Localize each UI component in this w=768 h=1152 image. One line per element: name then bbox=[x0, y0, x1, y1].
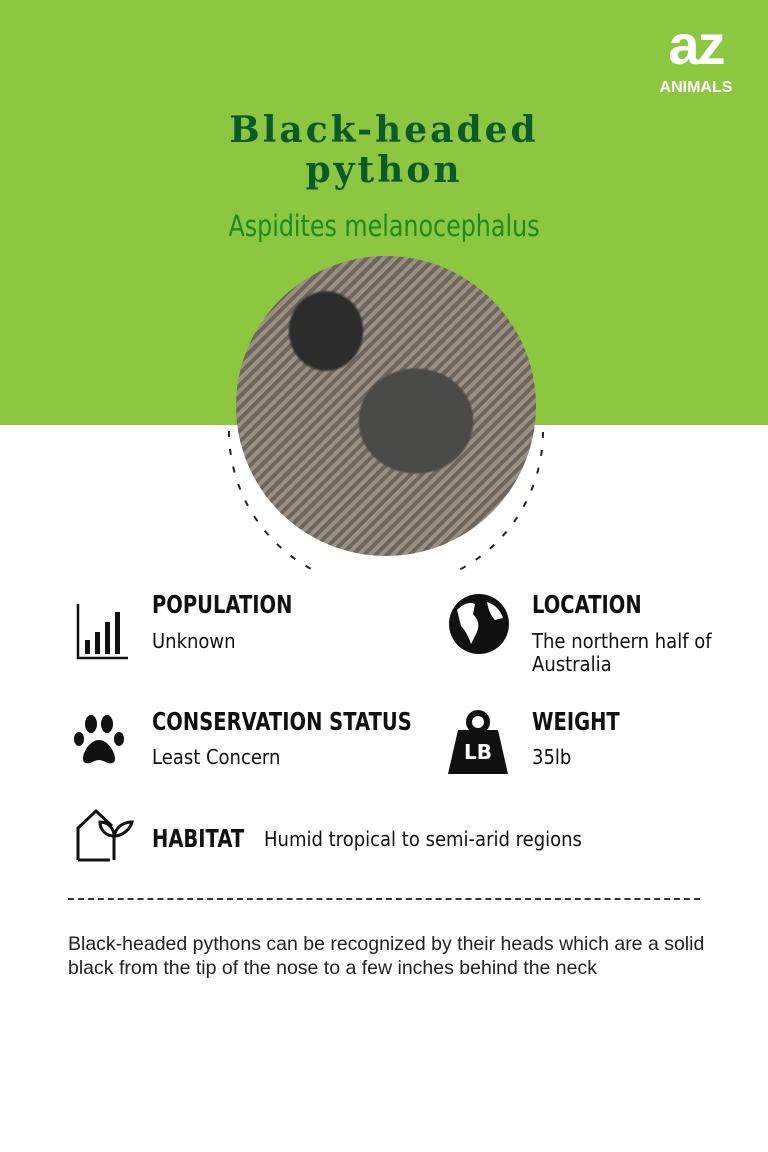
fact-label: CONSERVATION STATUS bbox=[152, 707, 412, 736]
fact-value: Unknown bbox=[152, 629, 236, 653]
paw-icon bbox=[72, 712, 126, 768]
description: Black-headed pythons can be recognized by their heads which are a solid black from the tip of the nose to a few inches behind the neck bbox=[68, 933, 705, 979]
fact-label: HABITAT bbox=[152, 824, 245, 853]
snake-photo bbox=[236, 256, 536, 556]
fact-value: 35lb bbox=[532, 745, 572, 769]
fact-conservation-status bbox=[152, 707, 485, 769]
logo-sub: ANIMALS bbox=[659, 79, 733, 96]
weight-icon-label: LB bbox=[464, 740, 492, 764]
page-title: Black-headed python bbox=[229, 109, 539, 191]
fact-label: LOCATION bbox=[532, 590, 642, 619]
fact-value: Humid tropical to semi-arid regions bbox=[264, 826, 582, 851]
fact-label: WEIGHT bbox=[532, 707, 620, 736]
dashed-divider bbox=[68, 898, 700, 900]
az-animals-logo bbox=[640, 14, 752, 98]
fact-value: Least Concern bbox=[152, 745, 281, 769]
fact-label: POPULATION bbox=[152, 590, 293, 619]
bar-chart-icon bbox=[76, 602, 130, 660]
fact-habitat bbox=[152, 824, 617, 854]
fact-value: The northern half of Australia bbox=[532, 629, 712, 676]
scientific-name: Aspidites melanocephalus bbox=[228, 209, 540, 243]
weight-icon bbox=[446, 710, 510, 776]
fact-population bbox=[152, 590, 332, 653]
logo-main: az bbox=[668, 14, 724, 76]
globe-icon bbox=[447, 592, 511, 656]
house-plant-icon bbox=[76, 808, 136, 862]
fact-weight bbox=[532, 707, 644, 769]
fact-location bbox=[532, 590, 762, 676]
